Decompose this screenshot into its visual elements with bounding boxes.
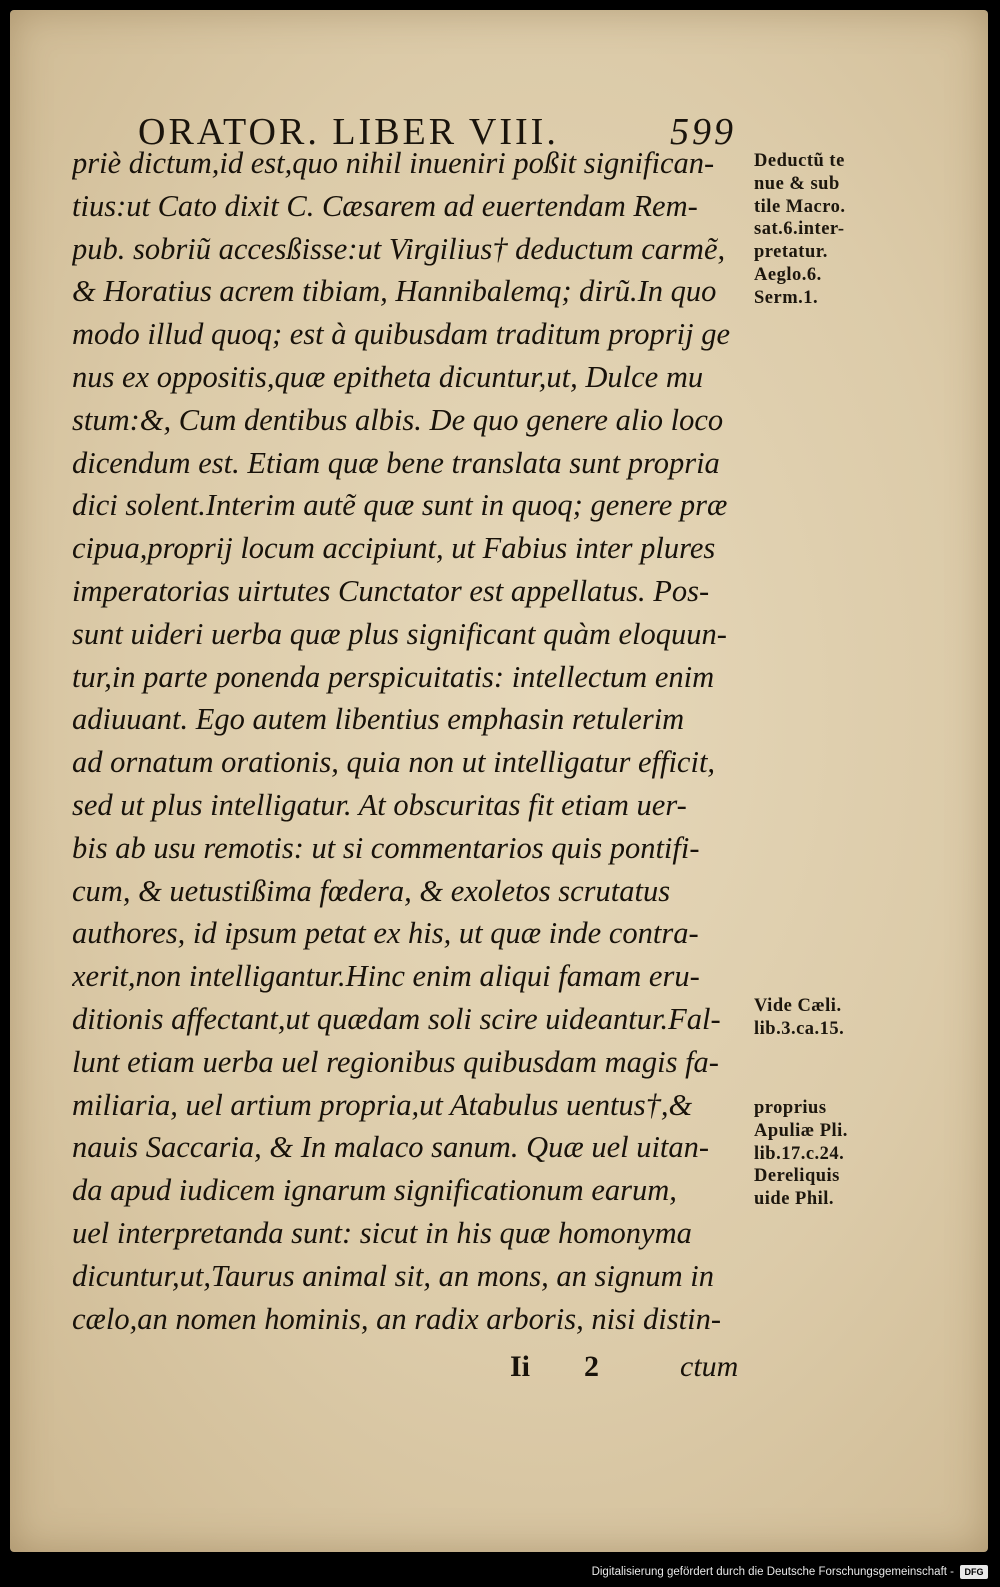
- text-line: tur,in parte ponenda perspicuitatis: intellectum enim: [72, 659, 715, 694]
- text-line: tius:ut Cato dixit C. Cæsarem ad euertendam Rem-: [72, 188, 698, 223]
- text-line: miliaria, uel artium propria,ut Atabulus uentus†,&: [72, 1087, 693, 1122]
- text-line: nauis Saccaria, & In malaco sanum. Quæ uel uitan-: [72, 1130, 710, 1165]
- text-line: bis ab usu remotis: ut si commentarios quis pontifi-: [72, 830, 700, 865]
- text-line: dicuntur,ut,Taurus animal sit, an mons, an signum in: [72, 1258, 715, 1293]
- note-line: Apuliæ Pli.: [754, 1120, 848, 1141]
- note-line: lib.17.c.24.: [754, 1143, 845, 1164]
- signature-mark: Ii: [510, 1350, 531, 1383]
- text-line: adiuuant. Ego autem libentius emphasin retulerim: [72, 702, 685, 737]
- text-line: modo illud quoq; est à quibusdam traditum proprij ge: [72, 317, 731, 352]
- note-line: Aeglo.6.: [754, 264, 822, 285]
- note-line: Deductũ te: [754, 151, 845, 171]
- running-title: ORATOR. LIBER VIII.: [138, 111, 559, 153]
- note-line: pretatur.: [754, 242, 828, 263]
- dfg-logo-icon: DFG: [960, 1565, 988, 1579]
- catchword: ctum: [680, 1350, 739, 1383]
- text-line: dicendum est. Etiam quæ bene translata sunt propria: [72, 445, 720, 480]
- marginal-note: [754, 995, 844, 1041]
- digitization-footer: [0, 1556, 1000, 1587]
- text-line: da apud iudicem ignarum significationum earum,: [72, 1173, 677, 1208]
- text-line: lunt etiam uerba uel regionibus quibusdam magis fa-: [72, 1044, 719, 1079]
- page-number: 599: [670, 111, 736, 153]
- text-line: cipua,proprij locum accipiunt, ut Fabius inter plures: [72, 531, 716, 566]
- book-page: [10, 10, 988, 1552]
- text-line: xerit,non intelligantur.Hinc enim aliqui famam eru-: [72, 959, 700, 994]
- marginal-note: [754, 150, 845, 310]
- note-line: proprius: [754, 1098, 827, 1118]
- signature-number: 2: [584, 1350, 599, 1383]
- marginal-note: [754, 1097, 848, 1211]
- text-line: cælo,an nomen hominis, an radix arboris, nisi distin-: [72, 1301, 721, 1336]
- note-line: Serm.1.: [754, 287, 819, 308]
- note-line: Dereliquis: [754, 1166, 840, 1187]
- text-line: ad ornatum orationis, quia non ut intelligatur efficit,: [72, 745, 716, 780]
- note-line: lib.3.ca.15.: [754, 1018, 845, 1039]
- note-line: tile Macro.: [754, 196, 846, 217]
- text-line: sed ut plus intelligatur. At obscuritas fit etiam uer-: [72, 787, 687, 822]
- note-line: sat.6.inter-: [754, 219, 845, 240]
- text-line: dici solent.Interim autẽ quæ sunt in quoq; genere præ: [72, 488, 728, 523]
- text-line: & Horatius acrem tibiam, Hannibalemq; dirũ.In quo: [72, 274, 717, 309]
- text-line: nus ex oppositis,quæ epitheta dicuntur,ut, Dulce mu: [72, 359, 704, 394]
- text-line: stum:&, Cum dentibus albis. De quo genere alio loco: [72, 402, 724, 437]
- note-line: Vide Cæli.: [754, 996, 842, 1016]
- signature-line: [510, 1350, 750, 1394]
- text-line: cum, & uetustißima fœdera, & exoletos scrutatus: [72, 873, 671, 908]
- text-line: priè dictum,id est,quo nihil inueniri poßit significan-: [72, 146, 715, 180]
- text-line: imperatorias uirtutes Cunctator est appellatus. Pos-: [72, 573, 710, 608]
- note-line: nue & sub: [754, 173, 840, 194]
- body-text: [72, 142, 752, 1340]
- footer-credit: Digitalisierung gefördert durch die Deutsche Forschungsgemeinschaft -: [591, 1566, 954, 1578]
- text-line: ditionis affectant,ut quædam soli scire uideantur.Fal-: [72, 1001, 721, 1036]
- text-line: sunt uideri uerba quæ plus significant quàm eloquun-: [72, 616, 727, 651]
- text-line: pub. sobriũ accesßisse:ut Virgilius† deductum carmẽ,: [72, 231, 726, 266]
- note-line: uide Phil.: [754, 1189, 835, 1210]
- text-line: uel interpretanda sunt: sicut in his quæ homonyma: [72, 1215, 692, 1250]
- text-line: authores, id ipsum petat ex his, ut quæ inde contra-: [72, 916, 699, 951]
